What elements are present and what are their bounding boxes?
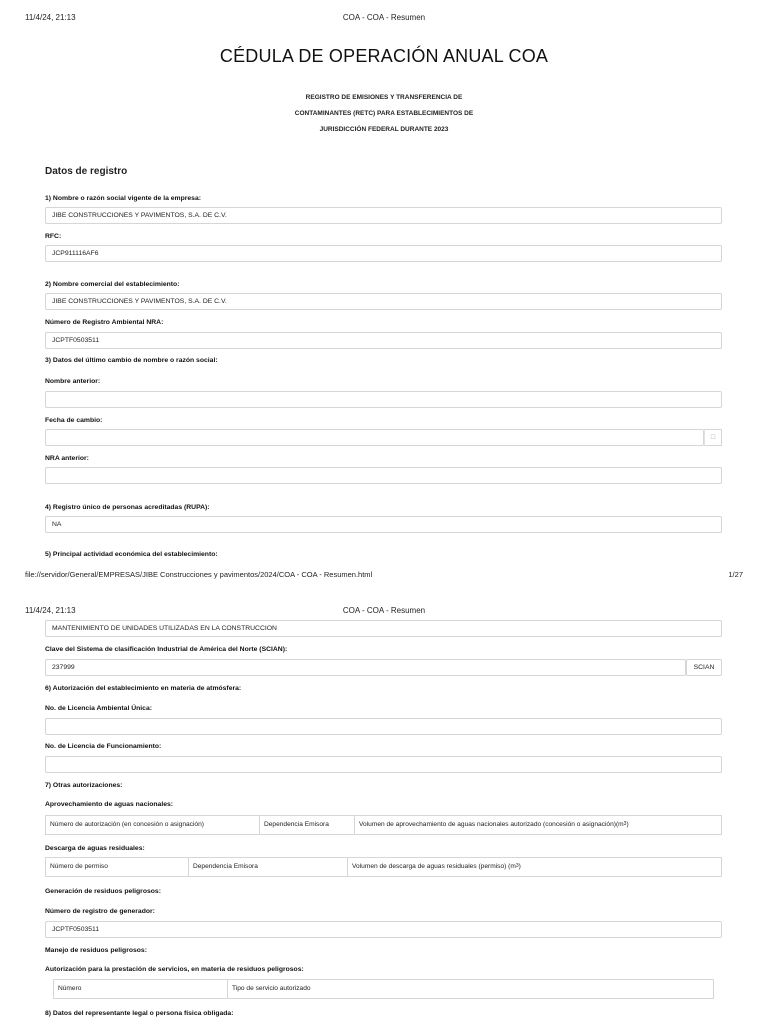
razon-social-field[interactable]: JIBE CONSTRUCCIONES Y PAVIMENTOS, S.A. DE C.V. (45, 207, 722, 224)
col-numero-permiso: Número de permiso (46, 858, 189, 876)
q7-label: 7) Otras autorizaciones: (45, 782, 123, 789)
subtitle-line-3: JURISDICCIÓN FEDERAL DURANTE 2023 (319, 126, 449, 133)
col-tipo-servicio: Tipo de servicio autorizado (232, 985, 311, 992)
q2-label: 2) Nombre comercial del establecimiento: (45, 281, 180, 288)
col-dependencia-emisora: Dependencia Emisora (260, 816, 355, 834)
subtitle-line-2: CONTAMINANTES (RETC) PARA ESTABLECIMIENTOS DE (294, 110, 474, 117)
print-header (0, 13, 768, 27)
document-title: CÉDULA DE OPERACIÓN ANUAL COA (219, 46, 549, 66)
section-title-datos-registro: Datos de registro (45, 166, 128, 177)
nra-anterior-field[interactable] (45, 467, 722, 484)
nra-label: Número de Registro Ambiental NRA: (45, 319, 164, 326)
nombre-comercial-field[interactable]: JIBE CONSTRUCCIONES Y PAVIMENTOS, S.A. DE C.V. (45, 293, 722, 310)
registro-generador-field[interactable]: JCPTF0503511 (45, 921, 722, 938)
lf-field[interactable] (45, 756, 722, 773)
lau-label: No. de Licencia Ambiental Única: (45, 705, 153, 712)
rupa-field[interactable]: NA (45, 516, 722, 533)
manejo-label: Manejo de residuos peligrosos: (45, 947, 147, 954)
print-page-title: COA - COA - Resumen (342, 13, 426, 22)
q6-label: 6) Autorización del establecimiento en materia de atmósfera: (45, 685, 242, 692)
aprovechamiento-table-header (45, 815, 722, 835)
fecha-cambio-field[interactable] (45, 429, 704, 446)
rfc-field[interactable]: JCP911116AF6 (45, 245, 722, 262)
registro-generador-label: Número de registro de generador: (45, 908, 155, 915)
col-numero: Número (54, 980, 228, 998)
print-page-title-2: COA - COA - Resumen (342, 606, 426, 615)
calendar-icon[interactable]: □ (704, 429, 722, 446)
print-header-2 (0, 606, 768, 620)
scian-field[interactable]: 237999 (45, 659, 686, 676)
col-volumen-descarga: Volumen de descarga de aguas residuales (permiso) $(m^3)$ (352, 863, 521, 870)
nombre-anterior-label: Nombre anterior: (45, 378, 101, 385)
print-file-path: file://servidor/General/EMPRESAS/JIBE Construcciones y pavimentos/2024/COA - COA - Resumen.html (25, 570, 373, 579)
aprovechamiento-label: Aprovechamiento de aguas nacionales: (45, 801, 174, 808)
print-timestamp: 11/4/24, 21:13 (25, 13, 76, 22)
rfc-label: RFC: (45, 233, 62, 240)
descarga-table-header (45, 857, 722, 877)
col-numero-autorizacion: Número de autorización (en concesión o asignación) (46, 816, 260, 834)
autorizacion-servicios-label: Autorización para la prestación de servicios, en materia de residuos peligrosos: (45, 966, 304, 973)
scian-addon: SCIAN (686, 659, 722, 676)
lf-label: No. de Licencia de Funcionamiento: (45, 743, 162, 750)
generacion-label: Generación de residuos peligrosos: (45, 888, 161, 895)
col-dependencia-emisora-2: Dependencia Emisora (189, 858, 348, 876)
nra-anterior-label: NRA anterior: (45, 455, 89, 462)
autorizacion-table-header (53, 979, 714, 999)
q8-label: 8) Datos del representante legal o persona física obligada: (45, 1010, 234, 1017)
lau-field[interactable] (45, 718, 722, 735)
descarga-label: Descarga de aguas residuales: (45, 845, 145, 852)
print-timestamp-2: 11/4/24, 21:13 (25, 606, 76, 615)
nra-field[interactable]: JCPTF0503511 (45, 332, 722, 349)
subtitle-line-1: REGISTRO DE EMISIONES Y TRANSFERENCIA DE (305, 94, 463, 101)
fecha-cambio-label: Fecha de cambio: (45, 417, 103, 424)
scian-label: Clave del Sistema de clasificación Industrial de América del Norte (SCIAN): (45, 646, 288, 653)
nombre-anterior-field[interactable] (45, 391, 722, 408)
q4-label: 4) Registro único de personas acreditadas (RUPA): (45, 504, 210, 511)
q3-label: 3) Datos del último cambio de nombre o razón social: (45, 357, 218, 364)
q5-label: 5) Principal actividad económica del establecimiento: (45, 551, 218, 558)
print-page-number: 1/27 (728, 570, 743, 579)
actividad-economica-field[interactable]: MANTENIMIENTO DE UNIDADES UTILIZADAS EN LA CONSTRUCCION (45, 620, 722, 637)
q1-label: 1) Nombre o razón social vigente de la empresa: (45, 195, 201, 202)
col-volumen-aprovechamiento: Volumen de aprovechamiento de aguas nacionales autorizado (concesión o $asignación)(m^3)$ (359, 821, 629, 828)
